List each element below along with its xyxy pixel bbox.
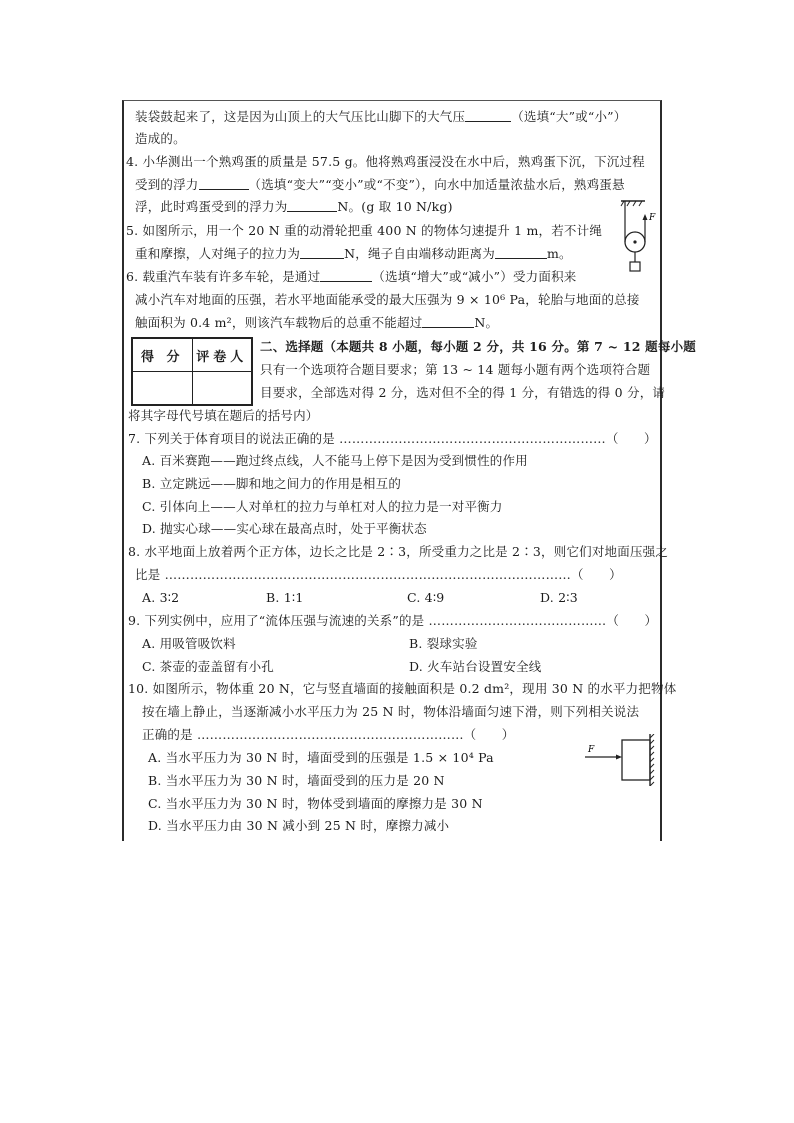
q10-stem-2: 按在墙上静止，当逐渐减小水平压力为 25 N 时，物体沿墙面匀速下滑，则下列相关说法: [142, 704, 640, 719]
text: N。(g 取 10 N/kg): [337, 199, 453, 214]
score-table: [131, 337, 253, 406]
text: N，绳子自由端移动距离为: [344, 246, 495, 261]
text: （选填“增大”或“减小”）受力面积来: [372, 269, 577, 284]
q10-option-d[interactable]: D. 当水平压力由 30 N 减小到 25 N 时，摩擦力减小: [148, 818, 450, 833]
pulley-figure: [618, 198, 658, 278]
q3-end-line: 造成的。: [135, 131, 186, 146]
answer-blank[interactable]: [465, 109, 511, 122]
q6-line-3: [135, 315, 498, 331]
answer-blank[interactable]: [422, 315, 474, 328]
q10-stem-1: 10. 如图所示，物体重 20 N，它与竖直墙面的接触面积是 0.2 dm²，现用 30 N 的水平力把物体: [128, 681, 677, 696]
q5-line-2: [135, 246, 572, 262]
force-label: F: [649, 213, 656, 223]
score-header: 得 分: [132, 338, 192, 372]
answer-blank[interactable]: [199, 177, 249, 190]
q7-option-d[interactable]: D. 抛实心球——实心球在最高点时，处于平衡状态: [142, 521, 427, 536]
grader-header: 评卷人: [192, 338, 252, 372]
section2-line-1: 二、选择题（本题共 8 小题，每小题 2 分，共 16 分。第 7 ~ 12 题每小题: [260, 339, 696, 354]
text: （选填“变大”“变小”或“不变”），向水中加适量浓盐水后，熟鸡蛋悬: [248, 177, 625, 192]
q7-option-a[interactable]: A. 百米赛跑——跑过终点线，人不能马上停下是因为受到惯性的作用: [142, 453, 528, 468]
q8-stem-1: 8. 水平地面上放着两个正方体，边长之比是 2∶3，所受重力之比是 2∶3，则它们对地面压强之: [128, 544, 669, 559]
q9-option-d[interactable]: D. 火车站台设置安全线: [409, 659, 542, 674]
q10-option-b[interactable]: B. 当水平压力为 30 N 时，墙面受到的压力是 20 N: [148, 773, 445, 788]
q10-option-c[interactable]: C. 当水平压力为 30 N 时，物体受到墙面的摩擦力是 30 N: [148, 796, 483, 811]
q8-stem-2: 比是 ……………………………………………………………………………………（ ）: [135, 567, 622, 582]
text: 受到的浮力: [135, 177, 199, 192]
q6-line-1: [126, 269, 576, 285]
q8-option-c[interactable]: C. 4∶9: [407, 590, 445, 605]
answer-blank[interactable]: [495, 246, 547, 259]
answer-blank[interactable]: [287, 199, 337, 212]
q7-option-b[interactable]: B. 立定跳远——脚和地之间力的作用是相互的: [142, 476, 402, 491]
section2-line-3: 目要求，全部选对得 2 分，选对但不全的得 1 分，有错选的得 0 分，请: [260, 385, 666, 400]
block-wall-figure: [585, 734, 655, 786]
q4-line-2: [135, 177, 625, 193]
text: N。: [474, 315, 499, 330]
text: 6. 载重汽车装有许多车轮，是通过: [126, 269, 321, 284]
q5-line-1: 5. 如图所示，用一个 20 N 重的动滑轮把重 400 N 的物体匀速提升 1 m，若不计绳: [126, 223, 603, 238]
q3-continued-line: [135, 109, 626, 125]
section2-line-2: 只有一个选项符合题目要求；第 13 ~ 14 题每小题有两个选项符合题: [260, 362, 651, 377]
q4-line-1: 4. 小华测出一个熟鸡蛋的质量是 57.5 g。他将熟鸡蛋浸没在水中后，熟鸡蛋下沉，下沉过程: [126, 154, 645, 169]
q10-stem-3: 正确的是 ………………………………………………………（ ）: [142, 727, 515, 742]
text: 触面积为 0.4 m²，则该汽车载物后的总重不能超过: [135, 315, 423, 330]
score-cell[interactable]: [132, 372, 192, 406]
text: m。: [546, 246, 572, 261]
q9-stem: 9. 下列实例中，应用了“流体压强与流速的关系”的是 ……………………………………（ ）: [128, 613, 658, 628]
grader-cell[interactable]: [192, 372, 252, 406]
q10-option-a[interactable]: A. 当水平压力为 30 N 时，墙面受到的压强是 1.5 × 10⁴ Pa: [148, 750, 494, 765]
q7-option-c[interactable]: C. 引体向上——人对单杠的拉力与单杠对人的拉力是一对平衡力: [142, 499, 503, 514]
q8-option-a[interactable]: A. 3∶2: [142, 590, 180, 605]
q6-line-2: 减小汽车对地面的压强，若水平地面能承受的最大压强为 9 × 10⁶ Pa，轮胎与地面的总接: [135, 292, 640, 307]
q7-stem: 7. 下列关于体育项目的说法正确的是 ………………………………………………………（ ）: [128, 431, 657, 446]
force-label: F: [588, 745, 595, 755]
answer-blank[interactable]: [300, 246, 344, 259]
text: 浮，此时鸡蛋受到的浮力为: [135, 199, 288, 214]
text: （选填“大”或“小”）: [511, 109, 627, 124]
q4-line-3: [135, 199, 453, 215]
q9-option-b[interactable]: B. 裂球实验: [409, 636, 478, 651]
q9-option-c[interactable]: C. 茶壶的壶盖留有小孔: [142, 659, 274, 674]
text: 装袋鼓起来了，这是因为山顶上的大气压比山脚下的大气压: [135, 109, 466, 124]
q9-option-a[interactable]: A. 用吸管吸饮料: [142, 636, 236, 651]
q8-option-b[interactable]: B. 1∶1: [266, 590, 304, 605]
section2-line-4: 将其字母代号填在题后的括号内）: [128, 408, 319, 423]
text: 重和摩擦，人对绳子的拉力为: [135, 246, 301, 261]
q8-option-d[interactable]: D. 2∶3: [540, 590, 578, 605]
answer-blank[interactable]: [320, 269, 372, 282]
